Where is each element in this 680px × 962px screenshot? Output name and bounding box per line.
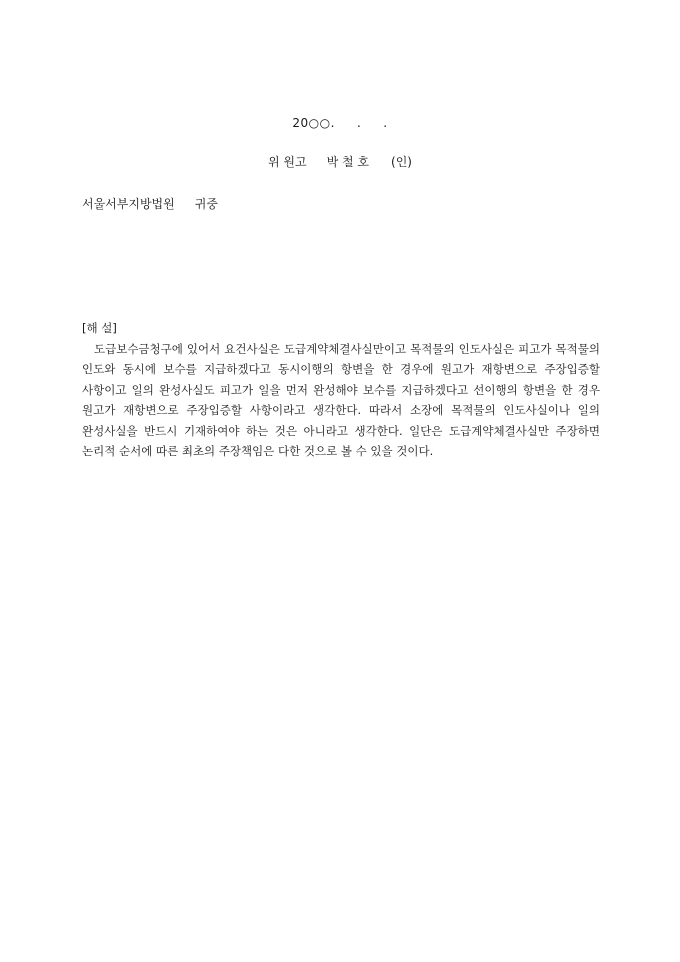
signer-name: 박 철 호 [326, 155, 370, 169]
commentary-section [82, 318, 600, 462]
date-day: . [383, 116, 388, 130]
document-date [0, 116, 680, 130]
commentary-body: 도급보수금청구에 있어서 요건사실은 도급계약체결사실만이고 목적물의 인도사실은 피고가 목적물의 인도와 동시에 보수를 지급하겠다고 동시이행의 항변을 한 경우에 원고가 재항변으로 주장입증할 사항이고 일의 완성사실도 피고가 일을 먼저 완성해야 보수를 지급하겠다고 선이행의 항변을 한 경우 원고가 재항변으로 주장입증할 사항이라고 생각한다. 따라서 소장에 목적물의 인도사실이나 일의 완성사실을 반드시 기재하여야 하는 것은 아니라고 생각한다. 일단은 도급계약체결사실만 주장하면 논리적 순서에 따른 최초의 주장책임은 다한 것으로 볼 수 있을 것이다. [82, 341, 600, 458]
commentary-heading: [해 설] [82, 321, 117, 335]
court-addressee [82, 195, 218, 212]
date-year: 20○○. [292, 116, 335, 130]
signer-role: 위 원고 [268, 155, 307, 169]
court-name: 서울서부지방법원 [82, 197, 175, 211]
court-suffix: 귀중 [194, 197, 218, 211]
date-month: . [356, 116, 362, 130]
signer-seal: (인) [391, 155, 412, 169]
signer-line [0, 153, 680, 170]
